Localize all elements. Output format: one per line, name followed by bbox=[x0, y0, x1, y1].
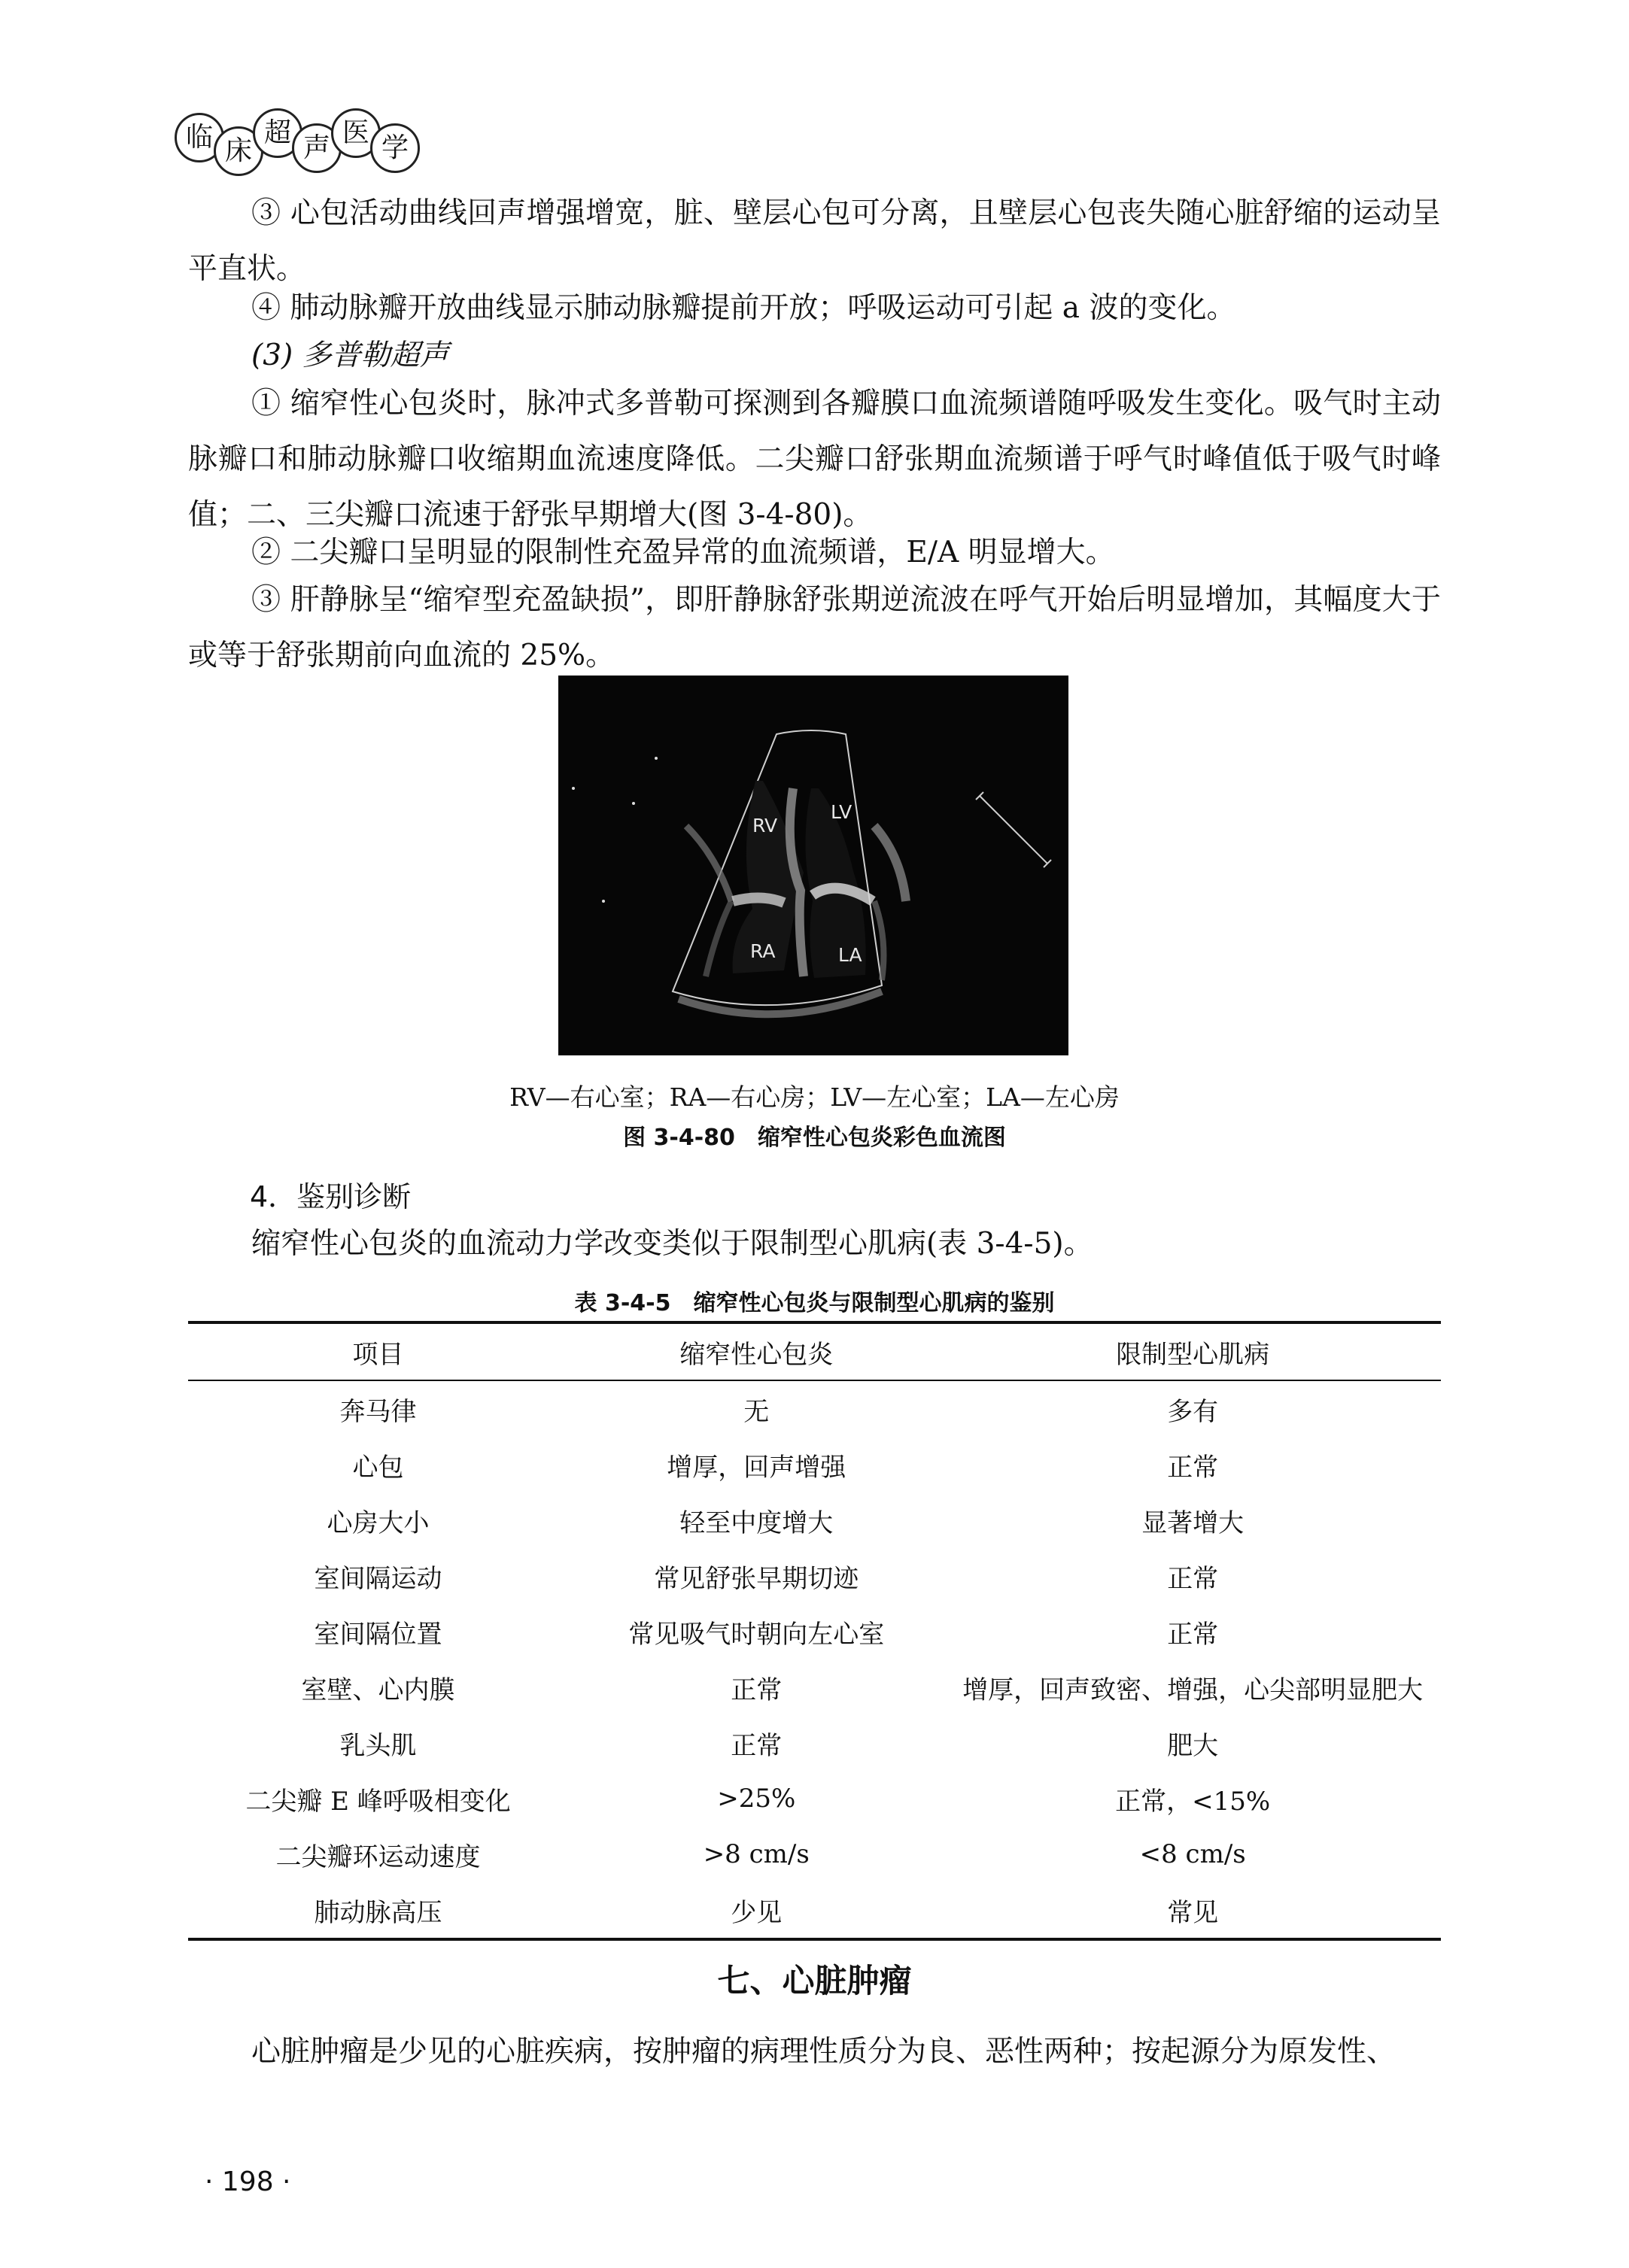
header-char: 超 bbox=[253, 108, 302, 158]
cell-item: 乳头肌 bbox=[339, 1730, 417, 1761]
header-char: 学 bbox=[370, 123, 420, 173]
table-header-row bbox=[188, 1322, 1441, 1380]
header-char: 医 bbox=[331, 108, 381, 158]
cell-constrictive: >25% bbox=[717, 1784, 796, 1814]
subsection-doppler: (3) 多普勒超声 bbox=[251, 339, 449, 372]
cell-constrictive: 常见舒张早期切迹 bbox=[654, 1563, 859, 1594]
table-row bbox=[188, 1826, 1441, 1882]
cell-restrictive: 正常，<15% bbox=[1115, 1786, 1271, 1817]
paragraph-differential: 缩窄性心包炎的血流动力学改变类似于限制型心肌病(表 3-4-5)。 bbox=[251, 1227, 1093, 1261]
table-row bbox=[188, 1659, 1441, 1715]
paragraph-cardiac-tumor: 心脏肿瘤是少见的心脏疾病，按肿瘤的病理性质分为良、恶性两种；按起源分为原发性、 bbox=[251, 2035, 1397, 2069]
depth-marker bbox=[655, 757, 658, 760]
table-title: 表 3-4-5 缩窄性心包炎与限制型心肌病的鉴别 bbox=[574, 1290, 1055, 1316]
cell-restrictive: 常见 bbox=[944, 1882, 1441, 1939]
paragraph-doppler-1: ① 缩窄性心包炎时，脉冲式多普勒可探测到各瓣膜口血流频谱随呼吸发生变化。吸气时主动脉瓣口和肺动脉瓣口收缩期血流速度降低。二尖瓣口舒张期血流频谱于呼气时峰值低于吸气时峰值；二、三尖瓣口流速于舒张早期增大(图 3-4-80)。 bbox=[188, 387, 1441, 532]
table-row bbox=[188, 1604, 1441, 1659]
depth-marker bbox=[602, 900, 605, 903]
cell-item: 肺动脉高压 bbox=[188, 1882, 568, 1939]
section-heading-cardiac-tumor: 七、心脏肿瘤 bbox=[717, 1963, 912, 2000]
label-lv: LV bbox=[831, 801, 852, 823]
echocardiogram-image bbox=[558, 676, 1068, 1055]
cell-item: 心包 bbox=[352, 1452, 404, 1483]
cell-item: 室间隔位置 bbox=[314, 1619, 442, 1650]
cell-constrictive: 正常 bbox=[731, 1674, 783, 1705]
lv-wall-echo bbox=[874, 826, 906, 901]
header-char: 临 bbox=[175, 113, 224, 162]
cell-item: 二尖瓣环运动速度 bbox=[275, 1841, 481, 1872]
cell-item: 室壁、心内膜 bbox=[301, 1674, 455, 1705]
cell-restrictive: 正常 bbox=[1167, 1619, 1219, 1650]
figure-legend: RV—右心室；RA—右心房；LV—左心室；LA—左心房 bbox=[509, 1082, 1120, 1112]
table-row bbox=[188, 1492, 1441, 1548]
cell-constrictive: 无 bbox=[743, 1396, 770, 1427]
cell-item: 奔马律 bbox=[339, 1396, 417, 1427]
table-row bbox=[188, 1548, 1441, 1604]
header-constrictive: 缩窄性心包炎 bbox=[568, 1322, 944, 1380]
depth-marker bbox=[572, 787, 575, 790]
cell-restrictive: 多有 bbox=[1167, 1396, 1219, 1427]
table-row bbox=[188, 1882, 1441, 1939]
cell-item: 室间隔运动 bbox=[314, 1563, 442, 1594]
cell-restrictive: 正常 bbox=[1167, 1452, 1219, 1483]
cell-constrictive: 正常 bbox=[731, 1730, 783, 1761]
page-number: · 198 · bbox=[205, 2166, 291, 2197]
cell-constrictive: 增厚，回声增强 bbox=[667, 1452, 846, 1483]
header-char: 声 bbox=[292, 123, 342, 173]
cell-constrictive: 常见吸气时朝向左心室 bbox=[628, 1619, 885, 1650]
echocardiogram-figure bbox=[558, 676, 1068, 1055]
cell-restrictive: <8 cm/s bbox=[1139, 1839, 1246, 1869]
scale-bar bbox=[980, 796, 1047, 864]
table-row bbox=[188, 1771, 1441, 1826]
label-la: LA bbox=[838, 944, 862, 966]
table-row bbox=[188, 1437, 1441, 1492]
paragraph-doppler-2: ② 二尖瓣口呈明显的限制性充盈异常的血流频谱，E/A 明显增大。 bbox=[251, 536, 1115, 569]
ra-wall-echo bbox=[706, 901, 731, 976]
cell-constrictive: 少见 bbox=[568, 1882, 944, 1939]
paragraph-doppler-3: ③ 肝静脉呈“缩窄型充盈缺损”，即肝静脉舒张期逆流波在呼气开始后明显增加，其幅度大于或等于舒张期前向血流的 25%。 bbox=[188, 583, 1441, 673]
table-row bbox=[188, 1380, 1441, 1437]
cell-item: 心房大小 bbox=[327, 1507, 430, 1538]
cell-restrictive: 增厚，回声致密、增强，心尖部明显肥大 bbox=[962, 1674, 1424, 1705]
label-ra: RA bbox=[750, 940, 776, 962]
section-heading-differential: 4．鉴别诊断 bbox=[250, 1180, 412, 1213]
tricuspid-annulus-echo bbox=[733, 897, 784, 903]
figure-caption: 图 3-4-80 缩窄性心包炎彩色血流图 bbox=[623, 1125, 1006, 1151]
cell-restrictive: 肥大 bbox=[1167, 1730, 1219, 1761]
cell-restrictive: 显著增大 bbox=[1141, 1507, 1245, 1538]
label-rv: RV bbox=[752, 815, 778, 836]
cell-item: 二尖瓣 E 峰呼吸相变化 bbox=[245, 1786, 511, 1817]
header-restrictive: 限制型心肌病 bbox=[944, 1322, 1441, 1380]
comparison-table bbox=[188, 1321, 1441, 1941]
cell-constrictive: >8 cm/s bbox=[703, 1839, 810, 1869]
cell-constrictive: 轻至中度增大 bbox=[679, 1507, 834, 1538]
cell-restrictive: 正常 bbox=[1167, 1563, 1219, 1594]
header-char: 床 bbox=[214, 126, 263, 176]
header-item: 项目 bbox=[188, 1322, 568, 1380]
paragraph-echo-curve: ③ 心包活动曲线回声增强增宽，脏、壁层心包可分离，且壁层心包丧失随心脏舒缩的运动呈平直状。 bbox=[188, 196, 1441, 286]
table-row bbox=[188, 1715, 1441, 1771]
depth-marker bbox=[632, 802, 635, 805]
paragraph-pulmonary-valve: ④ 肺动脉瓣开放曲线显示肺动脉瓣提前开放；呼吸运动可引起 a 波的变化。 bbox=[251, 291, 1236, 325]
